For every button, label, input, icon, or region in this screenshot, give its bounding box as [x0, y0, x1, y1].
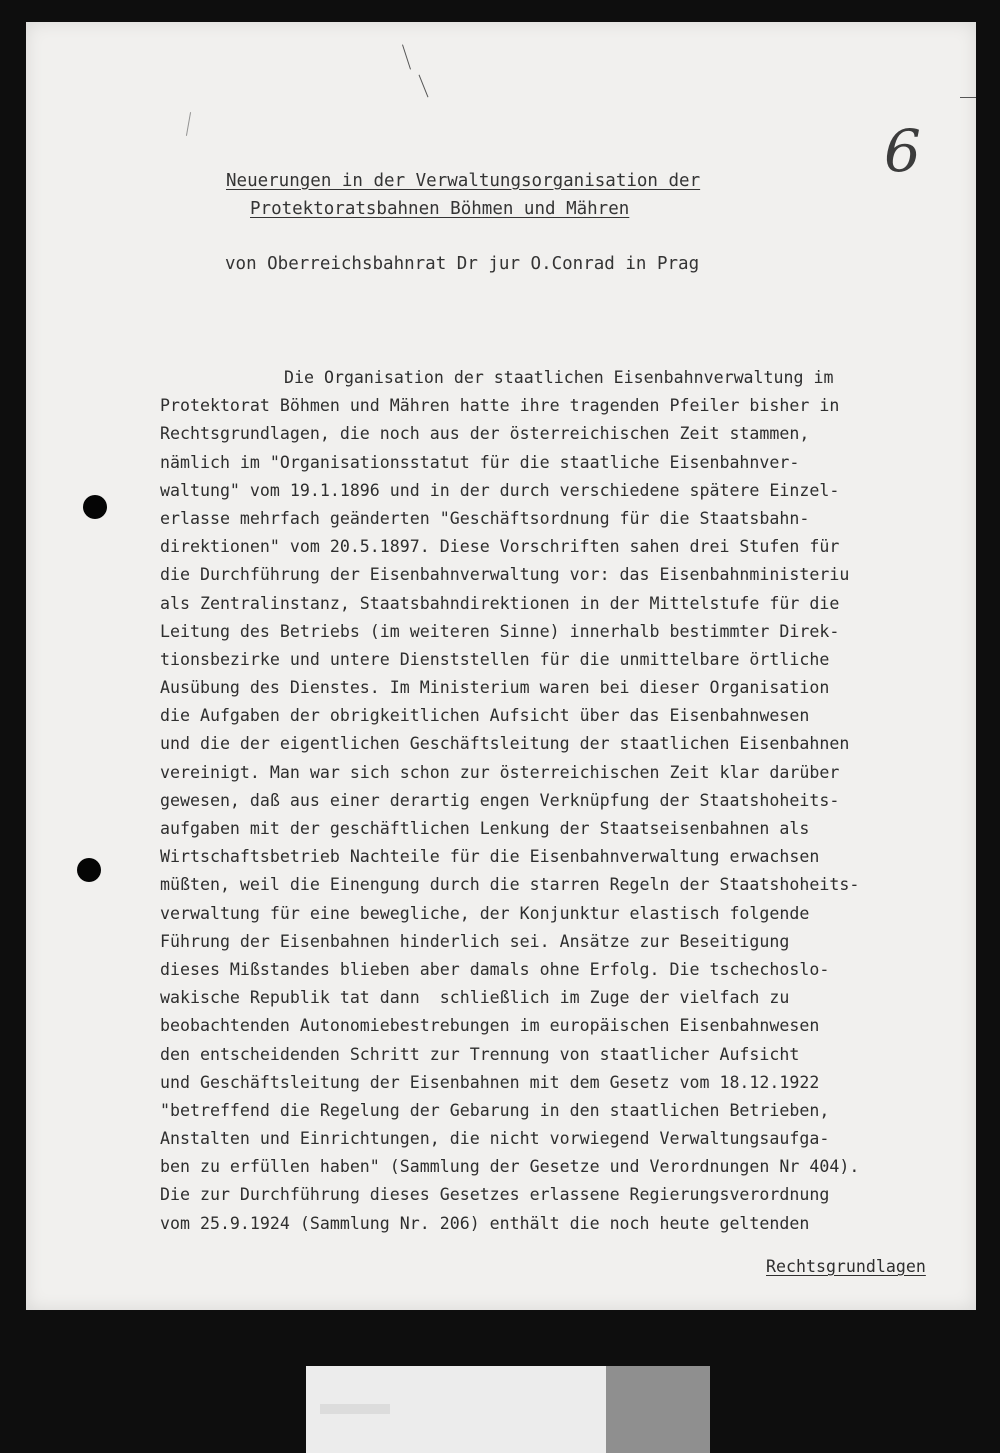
- text-line: Die Organisation der staatlichen Eisenbahnverwaltung im: [284, 368, 834, 387]
- text-line: ben zu erfüllen haben" (Sammlung der Gesetze und Verordnungen Nr 404).: [160, 1157, 860, 1177]
- text-line: nämlich im "Organisationsstatut für die staatliche Eisenbahnver-: [160, 452, 800, 472]
- scan-color-target: [306, 1366, 710, 1453]
- punch-hole: [83, 495, 107, 519]
- text-line: dieses Mißstandes blieben aber damals ohne Erfolg. Die tschechoslo-: [160, 959, 830, 979]
- text-line: "betreffend die Regelung der Gebarung in den staatlichen Betrieben,: [160, 1100, 830, 1120]
- paper-sheet: [26, 22, 976, 1310]
- text-line: und die der eigentlichen Geschäftsleitung der staatlichen Eisenbahnen: [160, 734, 850, 754]
- text-line: wakische Republik tat dann schließlich im Zuge der vielfach zu: [160, 988, 790, 1008]
- text-line: Protektorat Böhmen und Mähren hatte ihre tragenden Pfeiler bisher in: [160, 396, 840, 416]
- text-line: und Geschäftsleitung der Eisenbahnen mit dem Gesetz vom 18.12.1922: [160, 1072, 820, 1092]
- text-line: die Durchführung der Eisenbahnverwaltung vor: das Eisenbahnministeriu: [160, 565, 850, 585]
- text-line: gewesen, daß aus einer derartig engen Verknüpfung der Staatshoheits-: [160, 790, 840, 810]
- text-line: Die zur Durchführung dieses Gesetzes erlassene Regierungsverordnung: [160, 1185, 830, 1205]
- text-line: erlasse mehrfach geänderten "Geschäftsordnung für die Staatsbahn-: [160, 508, 810, 528]
- title-line: Neuerungen in der Verwaltungsorganisation der: [226, 171, 701, 191]
- text-line: müßten, weil die Einengung durch die starren Regeln der Staatshoheits-: [160, 875, 860, 895]
- title-line: Protektoratsbahnen Böhmen und Mähren: [250, 199, 630, 219]
- text-line: waltung" vom 19.1.1896 und in der durch verschiedene spätere Einzel-: [160, 480, 840, 500]
- text-line: vom 25.9.1924 (Sammlung Nr. 206) enthält die noch heute geltenden: [160, 1213, 810, 1233]
- catchword: Rechtsgrundlagen: [766, 1257, 926, 1276]
- punch-hole: [77, 858, 101, 882]
- body-text: [160, 364, 859, 1238]
- text-line: als Zentralinstanz, Staatsbahndirektionen in der Mittelstufe für die: [160, 593, 840, 613]
- text-line: Ausübung des Dienstes. Im Ministerium waren bei dieser Organisation: [160, 678, 830, 698]
- text-line: Führung der Eisenbahnen hinderlich sei. Ansätze zur Beseitigung: [160, 931, 790, 951]
- text-line: Anstalten und Einrichtungen, die nicht vorwiegend Verwaltungsaufga-: [160, 1129, 830, 1149]
- text-line: Leitung des Betriebs (im weiteren Sinne) innerhalb bestimmter Direk-: [160, 621, 840, 641]
- author-line: von Oberreichsbahnrat Dr jur O.Conrad in Prag: [225, 254, 700, 274]
- text-line: den entscheidenden Schritt zur Trennung von staatlicher Aufsicht: [160, 1044, 800, 1064]
- document-title: [226, 167, 700, 223]
- handwritten-page-number: 6: [884, 117, 921, 185]
- text-line: verwaltung für eine bewegliche, der Konjunktur elastisch folgende: [160, 903, 810, 923]
- faint-label-mark: [320, 1404, 390, 1414]
- pencil-tick-mark: [186, 112, 191, 136]
- text-line: beobachtenden Autonomiebestrebungen im europäischen Eisenbahnwesen: [160, 1016, 820, 1036]
- text-line: tionsbezirke und untere Dienststellen für die unmittelbare örtliche: [160, 649, 830, 669]
- text-line: vereinigt. Man war sich schon zur österreichischen Zeit klar darüber: [160, 762, 840, 782]
- text-line: aufgaben mit der geschäftlichen Lenkung der Staatseisenbahnen als: [160, 819, 810, 838]
- grey-patch: [606, 1366, 710, 1453]
- text-line: Rechtsgrundlagen, die noch aus der österreichischen Zeit stammen,: [160, 424, 810, 444]
- text-line: Wirtschaftsbetrieb Nachteile für die Eisenbahnverwaltung erwachsen: [160, 847, 820, 867]
- paper-edge-mark: [960, 97, 976, 98]
- pencil-tick-mark: [419, 75, 429, 98]
- pencil-tick-mark: [402, 44, 411, 69]
- text-line: die Aufgaben der obrigkeitlichen Aufsicht über das Eisenbahnwesen: [160, 706, 810, 726]
- text-line: direktionen" vom 20.5.1897. Diese Vorschriften sahen drei Stufen für: [160, 537, 840, 557]
